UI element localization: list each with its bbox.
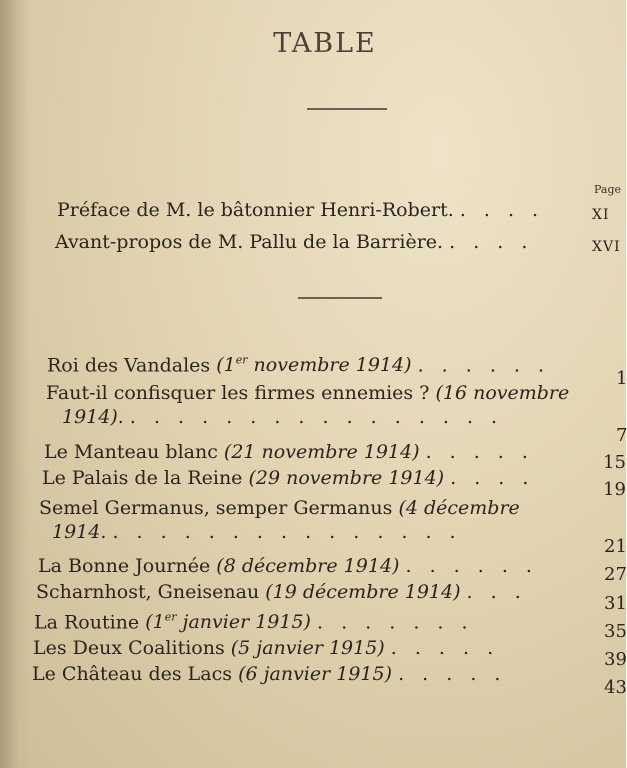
toc-front-label: Avant-propos de M. Pallu de la Barrière xyxy=(55,231,438,253)
toc-entry xyxy=(42,466,534,490)
toc-entry xyxy=(44,440,534,464)
toc-page-number: XI xyxy=(592,207,610,223)
toc-entry-title: Scharnhost, Gneisenau xyxy=(36,581,260,603)
toc-page-number: 1 xyxy=(616,368,627,389)
toc-front-entry: Avant-propos de M. Pallu de la Barrière. . . . . xyxy=(55,231,534,253)
toc-page-number: 21 xyxy=(604,536,627,557)
toc-dot-leader: . . . . . . xyxy=(417,354,551,377)
toc-dot-leader: . . . . . xyxy=(425,441,534,463)
toc-dot-leader: . . . . xyxy=(450,467,535,489)
toc-entry-title: Roi des Vandales xyxy=(47,354,211,377)
toc-dot-leader: . . . . xyxy=(459,199,545,221)
toc-entry-title: La Bonne Journée xyxy=(38,555,211,577)
toc-entry-date: 1914 xyxy=(52,521,101,543)
toc-page-number: 31 xyxy=(604,593,627,614)
toc-dot-leader: . . . . . xyxy=(390,637,500,659)
toc-page-number: 15 xyxy=(603,452,626,473)
toc-entry-date: 1914) xyxy=(62,406,118,428)
toc-entry-title: Semel Germanus, semper Germanus xyxy=(39,497,393,519)
toc-dot-leader: . . . . . . . xyxy=(317,611,474,634)
toc-entry-title: Le Palais de la Reine xyxy=(42,467,243,489)
toc-page-number: 35 xyxy=(604,621,627,642)
toc-entry xyxy=(38,554,538,578)
toc-entry-date: (1er janvier 1915) xyxy=(145,611,311,634)
toc-entry xyxy=(32,662,506,686)
toc-entry xyxy=(46,381,569,405)
toc-entry-date: (6 janvier 1915) xyxy=(238,663,393,685)
toc-dot-leader: . . . . . . . . . . . . . . . xyxy=(112,521,462,543)
toc-entry-date: (29 novembre 1914) xyxy=(248,467,445,489)
toc-front-entry: Préface de M. le bâtonnier Henri-Robert. . . . . xyxy=(57,199,545,221)
toc-entry-title: Faut-il confisquer les firmes ennemies ? xyxy=(46,382,430,404)
toc-page-number: 19 xyxy=(603,479,626,500)
toc-entry xyxy=(39,496,520,520)
title-rule xyxy=(307,108,387,110)
toc-dot-leader: . . . . . . . . . . . . . . . . xyxy=(129,406,504,428)
page-title: TABLE xyxy=(273,28,377,59)
toc-entry-title: La Routine xyxy=(34,611,140,634)
toc-entry-date: (19 décembre 1914) xyxy=(265,581,461,603)
toc-dot-leader: . . . . xyxy=(449,231,534,253)
pages-column-label: Page xyxy=(594,183,622,196)
toc-page-number: XVI xyxy=(592,239,621,255)
toc-dot-leader: . . . xyxy=(466,581,527,603)
toc-front-label: Préface de M. le bâtonnier Henri-Robert xyxy=(57,199,448,221)
toc-entry-date: (4 décembre xyxy=(398,497,520,519)
toc-page-number: 43 xyxy=(604,677,627,698)
toc-entry-continuation: 1914). . . . . . . . . . . . . . . . . xyxy=(62,406,504,428)
toc-page-number: 7 xyxy=(616,425,627,446)
page-gutter-shadow xyxy=(0,0,30,768)
toc-page-number: 39 xyxy=(604,649,627,670)
toc-entry-title: Le Manteau blanc xyxy=(44,441,218,463)
toc-entry-date: (5 janvier 1915) xyxy=(230,637,385,659)
toc-entry-date: (16 novembre xyxy=(435,382,570,404)
toc-entry xyxy=(33,636,499,660)
section-rule xyxy=(298,297,382,299)
toc-entry-date: (8 décembre 1914) xyxy=(216,555,400,577)
toc-entry xyxy=(34,606,474,634)
toc-dot-leader: . . . . . xyxy=(398,663,507,685)
toc-page-number: 27 xyxy=(604,564,627,585)
toc-dot-leader: . . . . . . xyxy=(405,555,538,577)
toc-entry-title: Le Château des Lacs xyxy=(32,663,233,685)
toc-entry xyxy=(36,580,527,604)
toc-entry-continuation: 1914. . . . . . . . . . . . . . . . xyxy=(52,521,462,543)
toc-entry-date: (21 novembre 1914) xyxy=(223,441,420,463)
toc-entry-date: (1er novembre 1914) xyxy=(216,354,412,377)
toc-entry xyxy=(47,349,550,377)
toc-entry-title: Les Deux Coalitions xyxy=(33,637,225,659)
